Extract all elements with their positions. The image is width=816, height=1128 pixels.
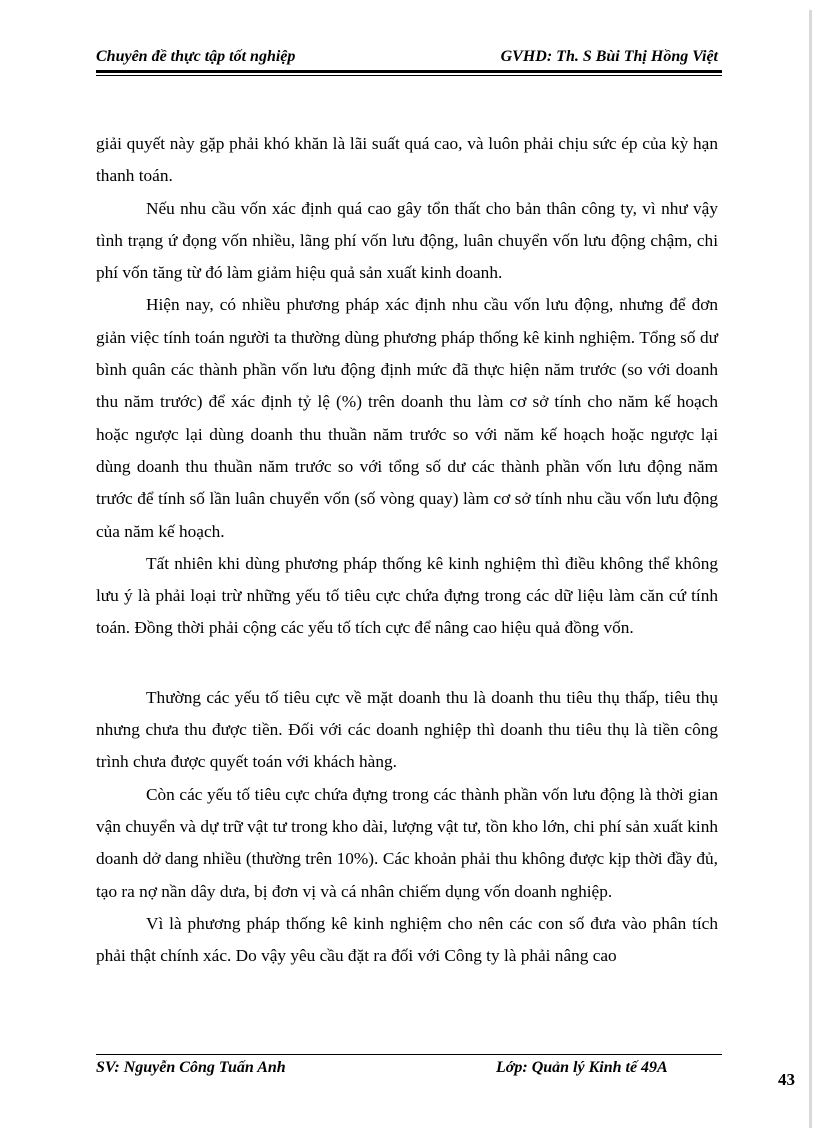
header-rule-thick	[96, 70, 722, 73]
paragraph-continued: giải quyết này gặp phải khó khăn là lãi suất quá cao, và luôn phải chịu sức ép của kỳ hạn thanh toán.	[96, 134, 718, 186]
page-shadow	[809, 10, 812, 1128]
paragraph: Nếu nhu cầu vốn xác định quá cao gây tổn thất cho bản thân công ty, vì như vậy tình trạng ứ đọng vốn nhiều, lãng phí vốn lưu động, luân chuyển vốn lưu động chậm, chi phí vốn tăng từ đó làm giảm hiệu quả sản xuất kinh doanh.	[96, 198, 718, 283]
footer-rule	[96, 1054, 722, 1055]
paragraph-gap	[96, 645, 718, 682]
page-footer	[96, 1054, 722, 1084]
paragraph: Tất nhiên khi dùng phương pháp thống kê kinh nghiệm thì điều không thể không lưu ý là phải loại trừ những yếu tố tiêu cực chứa đựng trong các dữ liệu làm căn cứ tính toán. Đồng thời phải cộng các yếu tố tích cực để nâng cao hiệu quả đồng vốn.	[96, 553, 718, 638]
body-text	[96, 128, 718, 972]
footer-student: SV: Nguyễn Công Tuấn Anh	[96, 1059, 286, 1076]
paragraph: Còn các yếu tố tiêu cực chứa đựng trong các thành phần vốn lưu động là thời gian vận chuyển và dự trữ vật tư trong kho dài, lượng vật tư, tồn kho lớn, chi phí sản xuất kinh doanh dở dang nhiều (thường trên 10%). Các khoản phải thu không được kịp thời đầy đủ, tạo ra nợ nần dây dưa, bị đơn vị và cá nhân chiếm dụng vốn doanh nghiệp.	[96, 784, 718, 901]
header-rule-thin	[96, 75, 722, 76]
page-header	[96, 44, 722, 74]
header-right-advisor: GVHD: Th. S Bùi Thị Hồng Việt	[500, 48, 718, 65]
paragraph: Hiện nay, có nhiều phương pháp xác định nhu cầu vốn lưu động, nhưng để đơn giản việc tính toán người ta thường dùng phương pháp thống kê kinh nghiệm. Tổng số dư bình quân các thành phần vốn lưu động định mức đã thực hiện năm trước (so với doanh thu năm trước) để xác định tỷ lệ (%) trên doanh thu làm cơ sở tính cho năm kế hoạch hoặc ngược lại dùng doanh thu thuần năm trước so với năm kế hoạch hoặc ngược lại dùng doanh thu thuần năm trước so với tổng số dư các thành phần vốn lưu động năm trước để tính số lần luân chuyển vốn (số vòng quay) làm cơ sở tính nhu cầu vốn lưu động của năm kế hoạch.	[96, 295, 718, 541]
paragraph: Thường các yếu tố tiêu cực về mặt doanh thu là doanh thu tiêu thụ thấp, tiêu thụ nhưng chưa thu được tiền. Đối với các doanh nghiệp thì doanh thu tiêu thụ là tiền công trình chưa được quyết toán với khách hàng.	[96, 687, 718, 772]
page-number: 43	[778, 1070, 795, 1089]
footer-class: Lớp: Quản lý Kinh tế 49A	[496, 1059, 668, 1076]
header-left-title: Chuyên đề thực tập tốt nghiệp	[96, 48, 296, 65]
paragraph: Vì là phương pháp thống kê kinh nghiệm cho nên các con số đưa vào phân tích phải thật chính xác. Do vậy yêu cầu đặt ra đối với Công ty là phải nâng cao	[96, 913, 718, 966]
